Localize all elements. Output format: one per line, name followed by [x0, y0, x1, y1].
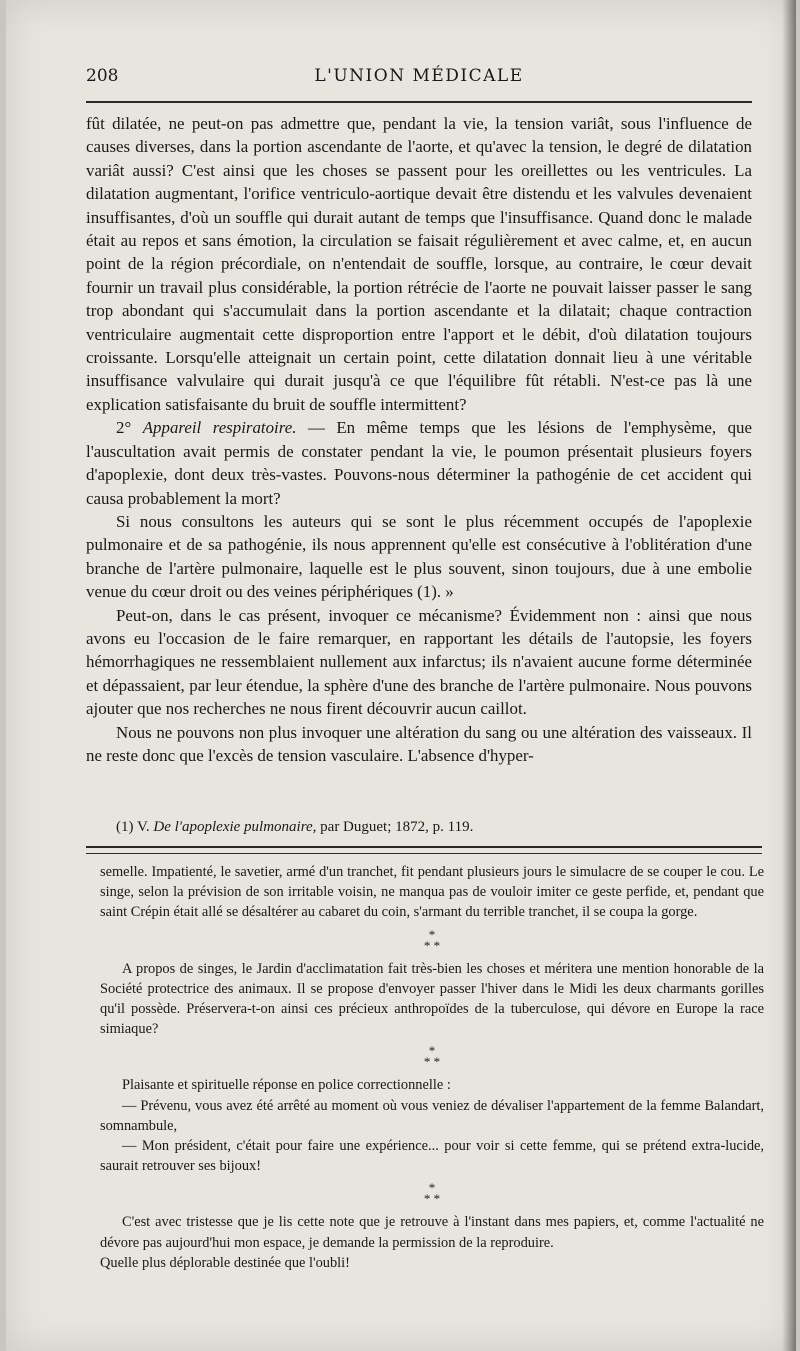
section-number: 2° — [116, 418, 143, 438]
asterism — [100, 926, 764, 953]
article-paragraph: Nous ne pouvons non plus invoquer une altération du sang ou une altération des vaisseaux. Il ne reste donc que l'excès de tension vasculaire. L'absence d'hyper- — [86, 722, 752, 765]
asterism-bottom: * * — [423, 1054, 441, 1070]
feuilleton-paragraph: Quelle plus déplorable destinée que l'oubli! — [100, 1254, 350, 1271]
article-paragraph: Peut-on, dans le cas présent, invoquer ce mécanisme? Évidemment non : ainsi que nous avons eu l'occasion de le faire remarquer, en rapportant les détails de l'autopsie, les foyers hémorrhagiques ne ressemblaient nullement aux infarctus; ils n'avaient aucune forme déterminée et dépassaient, par leur étendue, la sphère d'une des branche de l'artère pulmonaire. Nous pouvons ajouter que nos recherches ne nous firent découvrir aucun caillot. — [86, 605, 752, 719]
footnote-marker: (1) V. — [116, 819, 154, 835]
feuilleton-paragraph: C'est avec tristesse que je lis cette note que je retrouve à l'instant dans mes papiers, et, comme l'actualité ne dévore pas aujourd'hui mon espace, je demande la permission de la reproduire. — [100, 1214, 764, 1251]
feuilleton-paragraph: — Prévenu, vous avez été arrêté au moment où vous veniez de dévaliser l'appartement de la femme Balandart, somnambule, — [100, 1097, 764, 1134]
footnote — [116, 819, 752, 836]
asterism — [100, 1043, 764, 1070]
feuilleton-paragraph: A propos de singes, le Jardin d'acclimatation fait très-bien les choses et méritera une mention honorable de la Société protectrice des animaux. Il se propose d'envoyer passer l'hiver dans le Midi les deux charmants gorilles qu'il possède. Préservera-t-on ainsi ces précieux anthropoïdes de la tuberculose, qui dévore en Europe la race simiaque? — [100, 960, 764, 1038]
asterism — [100, 1180, 764, 1207]
asterism-top: * — [428, 1043, 436, 1059]
page-header — [86, 66, 752, 96]
feuilleton-paragraph: semelle. Impatienté, le savetier, armé d'un tranchet, fit pendant plusieurs jours le simulacre de se couper le cou. Le singe, selon la prévision de son irritable voisin, ne manqua pas de vouloir imiter ce geste perfide, et, pendant que saint Crépin était allé se désaltérer au cabaret du coin, s'armant du terrible tranchet, il se coupa la gorge. — [100, 864, 764, 921]
feuilleton-separator — [86, 846, 762, 854]
asterism-bottom: * * — [423, 937, 441, 953]
article-paragraph: fût dilatée, ne peut-on pas admettre que, pendant la vie, la tension variât, sous l'influence de causes diverses, dans la portion ascendante de l'aorte, et qu'avec la tension, le degré de dilatation variât aussi? C'est ainsi que les choses se passent pour les oreillettes ou les ventricules. La dilatation augmentant, l'orifice ventriculo-aortique devait être distendu et les valvules devenaient insuffisantes, d'où un souffle qui durait autant de temps que l'insuffisance. Quand donc le malade était au repos et sans émotion, la circulation se faisait régulièrement et avec calme, et, en aucun point de la région précordiale, on n'entendait de souffle, lorsque, au contraire, le cœur devait fournir un travail plus considérable, la portion rétrécie de l'aorte ne pouvait laisser passer le sang trop abondant qui s'accumulait dans la portion ascendante et la dilatait; chaque contraction ventriculaire augmentait cette disproportion entre l'apport et le débit, d'où dilatation toujours croissante. Lorsqu'elle atteignait un certain point, cette dilatation donnait lieu à une véritable insuffisance valvulaire qui durait jusqu'à ce que l'équilibre fût rétabli. N'est-ce pas là une explication satisfaisante du bruit de souffle intermittent? — [86, 114, 752, 414]
feuilleton-column — [100, 862, 764, 1273]
asterism-top: * — [428, 926, 436, 942]
page-number: 208 — [86, 66, 119, 86]
article-paragraph: Si nous consultons les auteurs qui se sont le plus récemment occupés de l'apoplexie pulmonaire et de sa pathogénie, ils nous apprennent qu'elle est consécutive à l'oblitération d'une branche de l'artère pulmonaire, laquelle est le plus souvent, sinon toujours, due à une embolie venue du cœur droit ou des veines périphériques (1). » — [86, 511, 752, 602]
feuilleton-paragraph: Plaisante et spirituelle réponse en police correctionnelle : — [122, 1077, 451, 1094]
asterism-bottom: * * — [423, 1191, 441, 1207]
asterism-top: * — [428, 1180, 436, 1196]
footnote-title: De l'apoplexie pulmonaire, — [153, 819, 317, 835]
main-article — [86, 112, 752, 767]
page-edge-shadow — [782, 0, 796, 1351]
footnote-text: par Duguet; 1872, p. 119. — [316, 819, 474, 835]
header-rule — [86, 101, 752, 103]
running-head: L'UNION MÉDICALE — [314, 66, 524, 86]
article-paragraph — [86, 416, 752, 510]
section-heading: Appareil respiratoire. — [142, 418, 297, 438]
feuilleton-paragraph: — Mon président, c'était pour faire une expérience... pour voir si cette femme, qui se prétend extra-lucide, saurait retrouver ses bijoux! — [100, 1138, 764, 1175]
paragraph-text: — En même temps que les lésions de l'emphysème, que l'auscultation avait permis de constater pendant la vie, le poumon présentait plusieurs foyers d'apoplexie, dont deux très-vastes. Pouvons-nous déterminer la pathogénie de cet accident qui causa probablement la mort? — [86, 418, 752, 508]
